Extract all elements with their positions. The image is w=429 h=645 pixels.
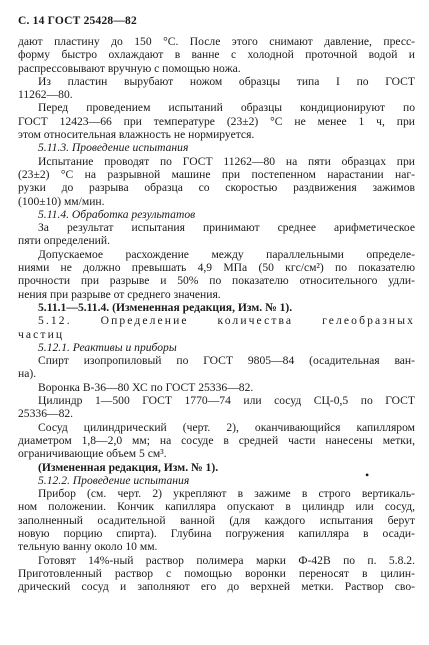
document-body (18, 35, 415, 593)
text-line: рузки до разрыва образца со скоростью раздвижения зажимов (18, 181, 415, 195)
text-line: ниями не должно превышать 4,9 МПа (50 кгс/см²) по показателю (18, 261, 415, 275)
text-line: дрический сосуд и заполняют его до верхней метки. Раствор сво- (18, 580, 415, 594)
text-line: на). (18, 367, 37, 381)
text-line: 5.12. Определение количества гелеобразных (38, 314, 415, 328)
text-line: Воронка В-36—80 ХС по ГОСТ 25336—82. (38, 380, 254, 394)
text-line: Испытание проводят по ГОСТ 11262—80 на пяти образцах при (38, 154, 415, 168)
text-line: Готовят 14%-ный раствор полимера марки Ф-42В по п. 5.8.2. (38, 553, 415, 567)
text-line: заполненный осадительной ванной (для каждого испытания берут (18, 513, 415, 527)
text-line: ограничивающие объем 5 см³. (18, 447, 167, 461)
text-line: Допускаемое расхождение между параллельными определе- (38, 247, 415, 261)
text-line: (Измененная редакция, Изм. № 1). (38, 460, 219, 474)
text-line: 5.11.1—5.11.4. (Измененная редакция, Изм. № 1). (38, 300, 293, 314)
text-line: 25336—82. (18, 407, 74, 421)
text-line: ном положении. Кончик капилляра опускают в цилиндр или сосуд, (18, 500, 415, 514)
text-line: (23±2) °С на разрывной машине при постепенном нарастании наг- (18, 167, 415, 181)
text-line: Сосуд цилиндрический (черт. 2), оканчивающийся капилляром (38, 420, 415, 434)
text-line: тельную ванну около 10 мм. (18, 540, 158, 554)
text-line: этом относительная влажность не нормируется. (18, 128, 255, 142)
text-line: Цилиндр 1—500 ГОСТ 1770—74 или сосуд СЦ-0,5 по ГОСТ (38, 394, 415, 408)
text-line: распрессовывают вручную с помощью ножа. (18, 61, 241, 75)
text-line: Перед проведением испытаний образцы кондиционируют по (38, 101, 415, 115)
text-line: 5.12.1. Реактивы и приборы (38, 340, 177, 354)
text-line: пяти определений. (18, 234, 110, 248)
text-line: 11262—80. (18, 88, 73, 102)
text-line: (100±10) мм/мин. (18, 194, 105, 208)
text-line: За результат испытания принимают среднее арифметическое (38, 221, 415, 235)
text-line: 5.11.4. Обработка результатов (38, 207, 196, 221)
text-line: частиц (18, 327, 65, 341)
stray-dot: • (365, 468, 370, 482)
text-line: Спирт изопропиловый по ГОСТ 9805—84 (осадительная ван- (38, 354, 415, 368)
text-line: нения при разрыве от среднего значения. (18, 287, 221, 301)
text-line: форму быстро охлаждают в ванне с холодной проточной водой и (18, 48, 415, 62)
text-line: 5.11.3. Проведение испытания (38, 141, 189, 155)
page-header: С. 14 ГОСТ 25428—82 (18, 15, 137, 27)
text-line: новую порцию спирта). Глубина погружения капилляра в осади- (18, 526, 415, 540)
text-line: прочности при разрыве и 50% по показателю относительного удли- (18, 274, 415, 288)
text-line: диаметром 1,8—2,0 мм; на сосуде в средней части нанесены метки, (18, 433, 415, 447)
text-line: Из пластин вырубают ножом образцы типа I по ГОСТ (38, 74, 415, 88)
text-line: Приготовленный раствор с помощью воронки переносят в цилин- (18, 566, 415, 580)
text-line: дают пластину до 150 °С. После этого снимают давление, пресс- (18, 35, 415, 48)
text-line: 5.12.2. Проведение испытания (38, 473, 190, 487)
text-line: Прибор (см. черт. 2) укрепляют в зажиме в строго вертикаль- (38, 487, 415, 501)
text-line: ГОСТ 12423—66 при температуре (23±2) °С не менее 1 ч, при (18, 114, 415, 128)
